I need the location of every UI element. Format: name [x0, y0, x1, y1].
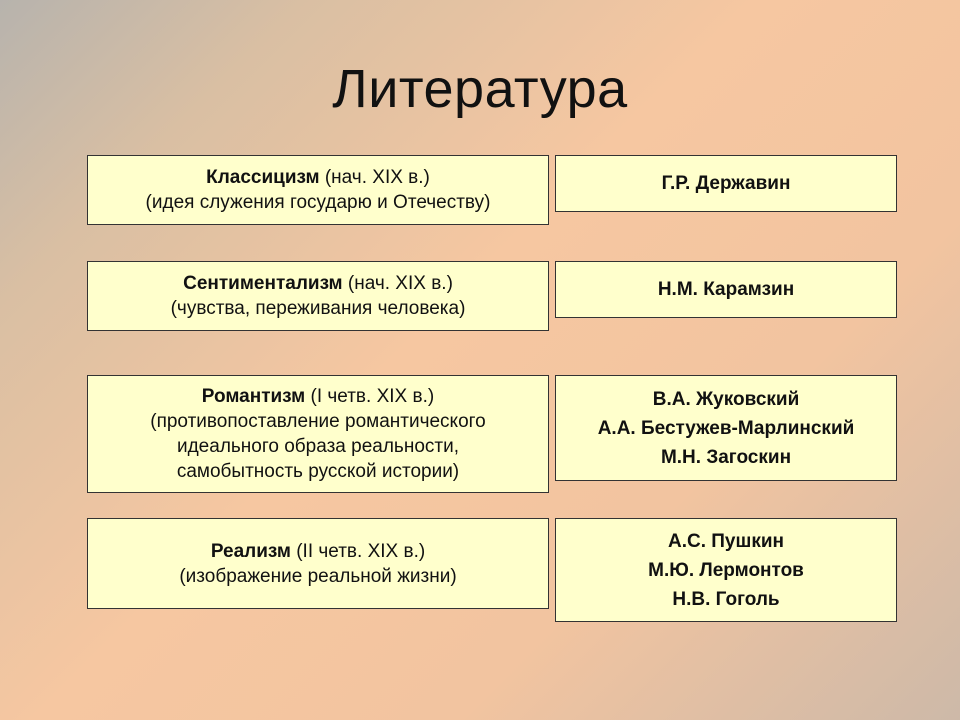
movement-heading [183, 271, 453, 296]
author-name: М.Н. Загоскин [660, 446, 792, 468]
author-name: М.Ю. Лермонтов [648, 559, 804, 581]
movement-description-line: (чувства, переживания человека) [170, 298, 466, 319]
authors-box-realism [555, 518, 897, 622]
movement-period: (нач. XIX в.) [342, 273, 453, 294]
movement-name: Романтизм [201, 386, 306, 407]
movement-box-romanticism [87, 375, 549, 493]
movement-name: Реализм [210, 540, 291, 562]
movement-description-line: идеального образа реальности, [176, 436, 459, 457]
movement-box-realism [87, 518, 549, 609]
movement-name: Классицизм [206, 167, 320, 188]
movement-box-classicism [87, 155, 549, 225]
movement-description-line: (изображение реальной жизни) [179, 565, 457, 587]
movement-period: (нач. XIX в.) [319, 167, 430, 188]
movement-box-sentimentalism [87, 261, 549, 331]
author-name: В.А. Жуковский [652, 388, 800, 410]
movement-name: Сентиментализм [183, 273, 343, 294]
movement-description-line: (противопоставление романтического [150, 411, 486, 432]
movement-period: (II четв. XIX в.) [290, 540, 426, 562]
authors-box-classicism [555, 155, 897, 212]
author-name: А.С. Пушкин [667, 530, 784, 552]
author-name: Н.М. Карамзин [657, 279, 795, 300]
movement-description-line: самобытность русской истории) [176, 461, 460, 482]
author-name: Н.В. Гоголь [672, 588, 780, 610]
slide-title: Литература [332, 59, 628, 119]
author-name: А.А. Бестужев-Марлинский [597, 417, 855, 439]
movement-heading [206, 165, 430, 190]
movement-description-line: (идея служения государю и Отечеству) [145, 192, 491, 213]
movement-period: (I четв. XIX в.) [305, 386, 435, 407]
author-name: Г.Р. Державин [661, 173, 791, 194]
movement-heading [211, 539, 425, 564]
authors-box-romanticism [555, 375, 897, 481]
movement-heading [202, 384, 434, 409]
authors-box-sentimentalism [555, 261, 897, 318]
